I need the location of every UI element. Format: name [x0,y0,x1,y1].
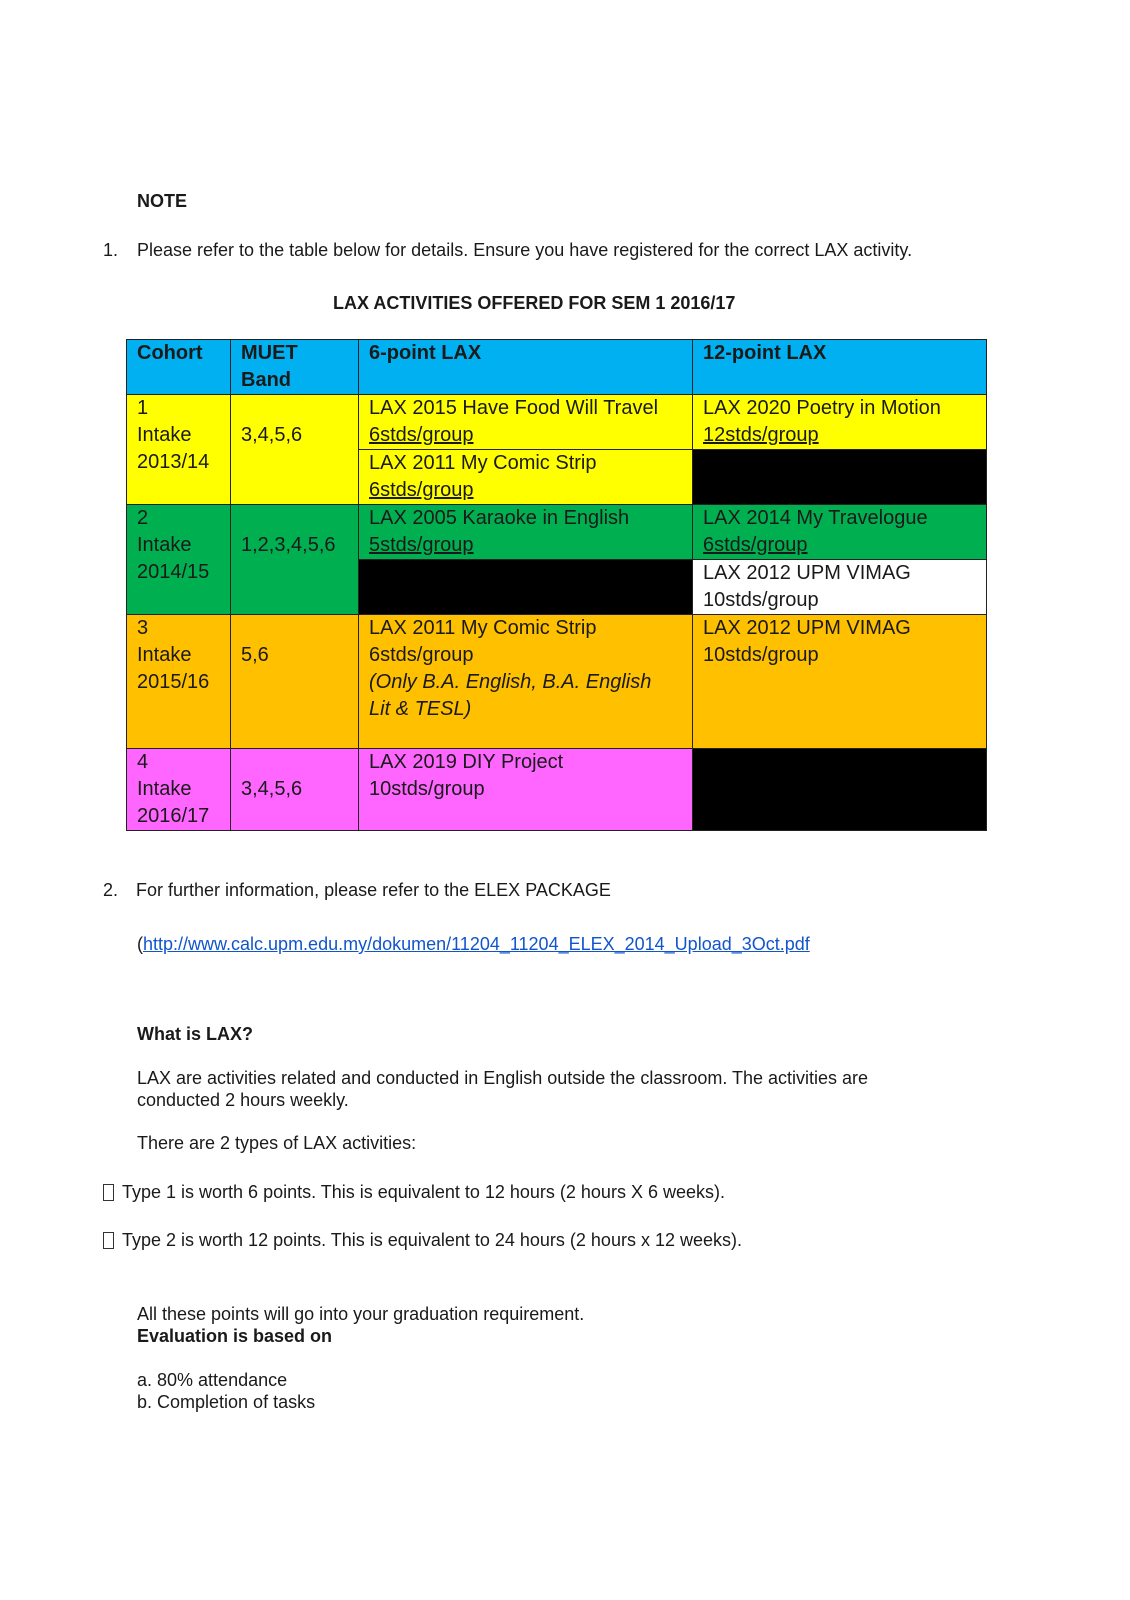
table-row-cohort-3 [127,615,987,749]
header-cohort: Cohort [127,340,231,395]
type1-item: Type 1 is worth 6 points. This is equivalent to 12 hours (2 hours X 6 weeks). [103,1181,725,1203]
cohort-3-twelve-activity-1: LAX 2012 UPM VIMAG 10stds/group [693,615,987,749]
cohort-2-twelve-activity-2: LAX 2012 UPM VIMAG 10stds/group [693,560,987,615]
header-muet-band: MUET Band [231,340,359,395]
cohort-2-cell: 2 Intake 2014/15 [127,505,231,615]
evaluation-item-a: a. 80% attendance [137,1370,288,1390]
evaluation-heading: Evaluation is based on [137,1326,333,1346]
cohort-2-six-empty [359,560,693,615]
cohort-3-six-activity-1: LAX 2011 My Comic Strip 6stds/group (Only B.A. English, B.A. English Lit & TESL) [359,615,693,749]
header-6-point-lax: 6-point LAX [359,340,693,395]
types-intro: There are 2 types of LAX activities: [137,1133,417,1153]
cohort-1-band: 3,4,5,6 [231,395,359,505]
graduation-text: All these points will go into your graduation requirement. [137,1304,585,1324]
item1-text: Please refer to the table below for details. Ensure you have registered for the correct LAX activity. [137,240,913,260]
cohort-1-twelve-empty [693,450,987,505]
cohort-4-band: 3,4,5,6 [231,749,359,831]
cohort-3-cell: 3 Intake 2015/16 [127,615,231,749]
cohort-4-six-activity-1: LAX 2019 DIY Project 10stds/group [359,749,693,831]
cohort-2-band: 1,2,3,4,5,6 [231,505,359,615]
item1-number: 1. [103,240,119,260]
cohort-4-cell: 4 Intake 2016/17 [127,749,231,831]
table-header-row [127,340,987,395]
cohort-1-cell: 1 Intake 2013/14 [127,395,231,505]
cohort-3-band: 5,6 [231,615,359,749]
cohort-2-six-activity-1: LAX 2005 Karaoke in English 5stds/group [359,505,693,560]
bullet-box-icon [103,1232,114,1249]
cohort-1-six-activity-2: LAX 2011 My Comic Strip 6stds/group [359,450,693,505]
cohort-1-twelve-activity-1: LAX 2020 Poetry in Motion 12stds/group [693,395,987,450]
what-is-lax-para-line1: LAX are activities related and conducted in English outside the classroom. The activities are [137,1068,869,1088]
note-heading: NOTE [137,191,188,211]
elex-link-line: (http://www.calc.upm.edu.my/dokumen/11204_11204_ELEX_2014_Upload_3Oct.pdf [137,934,810,954]
elex-package-link[interactable]: http://www.calc.upm.edu.my/dokumen/11204_11204_ELEX_2014_Upload_3Oct.pdf [143,934,810,954]
what-is-lax-para-line2: conducted 2 hours weekly. [137,1090,349,1110]
item2-text: For further information, please refer to the ELEX PACKAGE [136,880,611,900]
cohort-1-six-activity-1: LAX 2015 Have Food Will Travel 6stds/group [359,395,693,450]
header-12-point-lax: 12-point LAX [693,340,987,395]
lax-activities-table [126,339,987,831]
table-row-cohort-4 [127,749,987,831]
table-row-cohort-1 [127,395,987,450]
evaluation-item-b: b. Completion of tasks [137,1392,316,1412]
table-title: LAX ACTIVITIES OFFERED FOR SEM 1 2016/17 [333,293,736,313]
item2-number: 2. [103,880,119,900]
cohort-4-twelve-empty [693,749,987,831]
bullet-box-icon [103,1184,114,1201]
table-row-cohort-2 [127,505,987,560]
what-is-lax-heading: What is LAX? [137,1024,253,1044]
type2-item: Type 2 is worth 12 points. This is equivalent to 24 hours (2 hours x 12 weeks). [103,1229,742,1251]
cohort-2-twelve-activity-1: LAX 2014 My Travelogue 6stds/group [693,505,987,560]
